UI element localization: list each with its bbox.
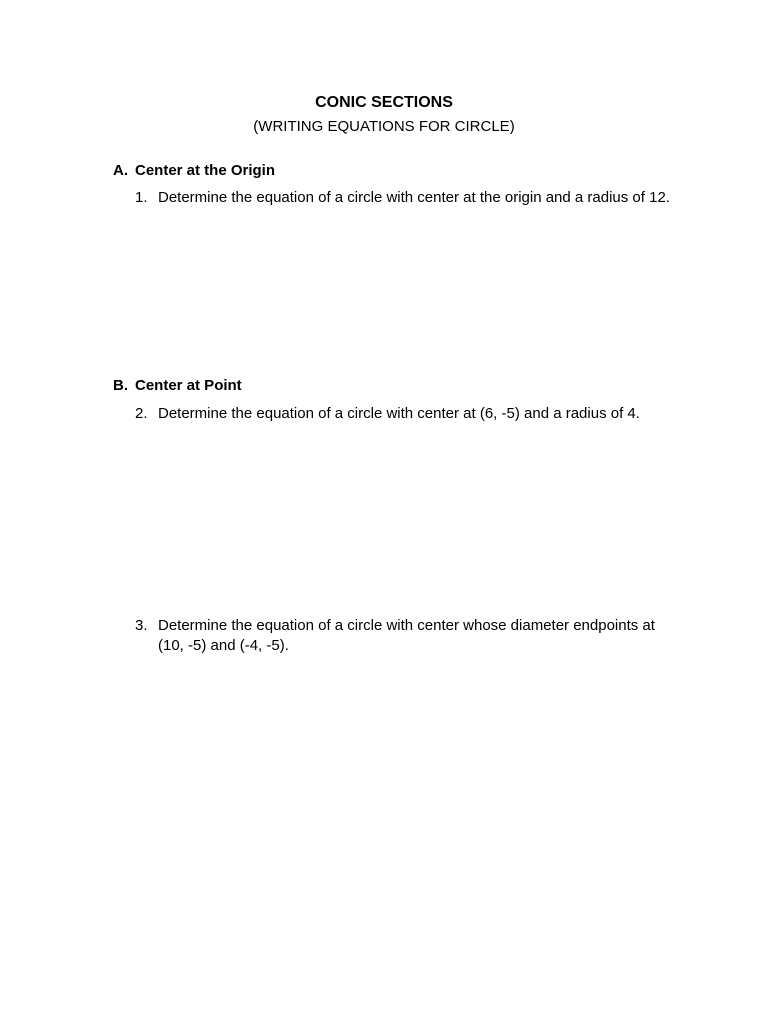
problem-item [135,616,675,656]
page-subtitle: (WRITING EQUATIONS FOR CIRCLE) [253,118,515,135]
problem-number: 2. [135,405,148,422]
section-heading-b [113,376,242,396]
section-heading-a [113,161,275,181]
section-title: Center at Point [135,377,242,394]
problem-text: Determine the equation of a circle with center at the origin and a radius of 12. [158,189,670,206]
problem-text: Determine the equation of a circle with center whose diameter endpoints at (10, -5) and (-4, -5). [158,617,655,654]
section-letter: B. [113,377,128,394]
section-letter: A. [113,162,128,179]
problem-item [135,404,695,424]
problem-item [135,188,695,208]
problem-number: 3. [135,617,148,634]
section-title: Center at the Origin [135,162,276,179]
page-title: CONIC SECTIONS [315,94,453,111]
problem-number: 1. [135,189,148,206]
problem-text: Determine the equation of a circle with center at (6, -5) and a radius of 4. [158,405,640,422]
